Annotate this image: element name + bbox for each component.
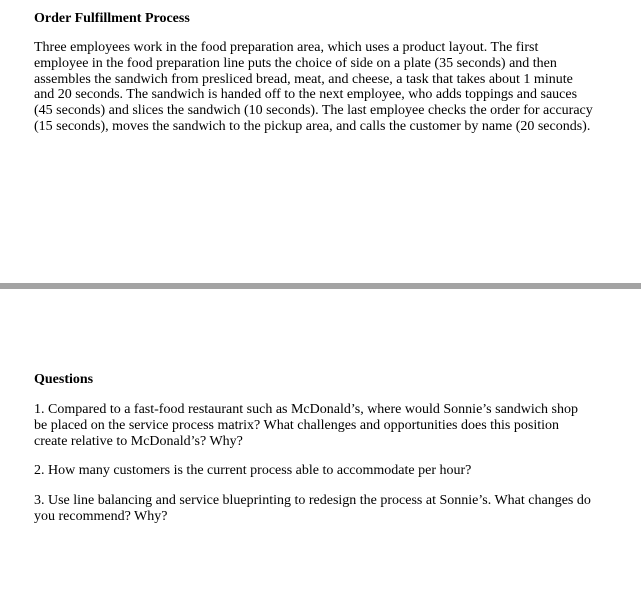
process-description: Three employees work in the food preparation area, which uses a product layout. The first employee in the food preparation line puts the choice of side on a plate (35 seconds) and then assembles the sandwich from presliced bread, meat, and cheese, a task that takes about 1 minute and 20 seconds. The sandwich is handed off to the next employee, who adds toppings and sauces (45 seconds) and slices the sandwich (10 seconds). The last employee checks the order for accuracy (15 seconds), moves the sandwich to the pickup area, and calls the customer by name (20 seconds). [34,40,593,134]
questions-section [34,371,594,539]
order-fulfillment-section [34,10,594,135]
questions-title: Questions [34,372,94,387]
section-divider [0,283,641,289]
section-title: Order Fulfillment Process [34,11,190,26]
question-1: 1. Compared to a fast-food restaurant such as McDonald’s, where would Sonnie’s sandwich shop be placed on the service process matrix? What challenges and opportunities does this position create relative to McDonald’s? Why? [34,402,578,449]
question-3: 3. Use line balancing and service blueprinting to redesign the process at Sonnie’s. What changes do you recommend? Why? [34,493,591,524]
question-2: 2. How many customers is the current process able to accommodate per hour? [34,463,472,479]
